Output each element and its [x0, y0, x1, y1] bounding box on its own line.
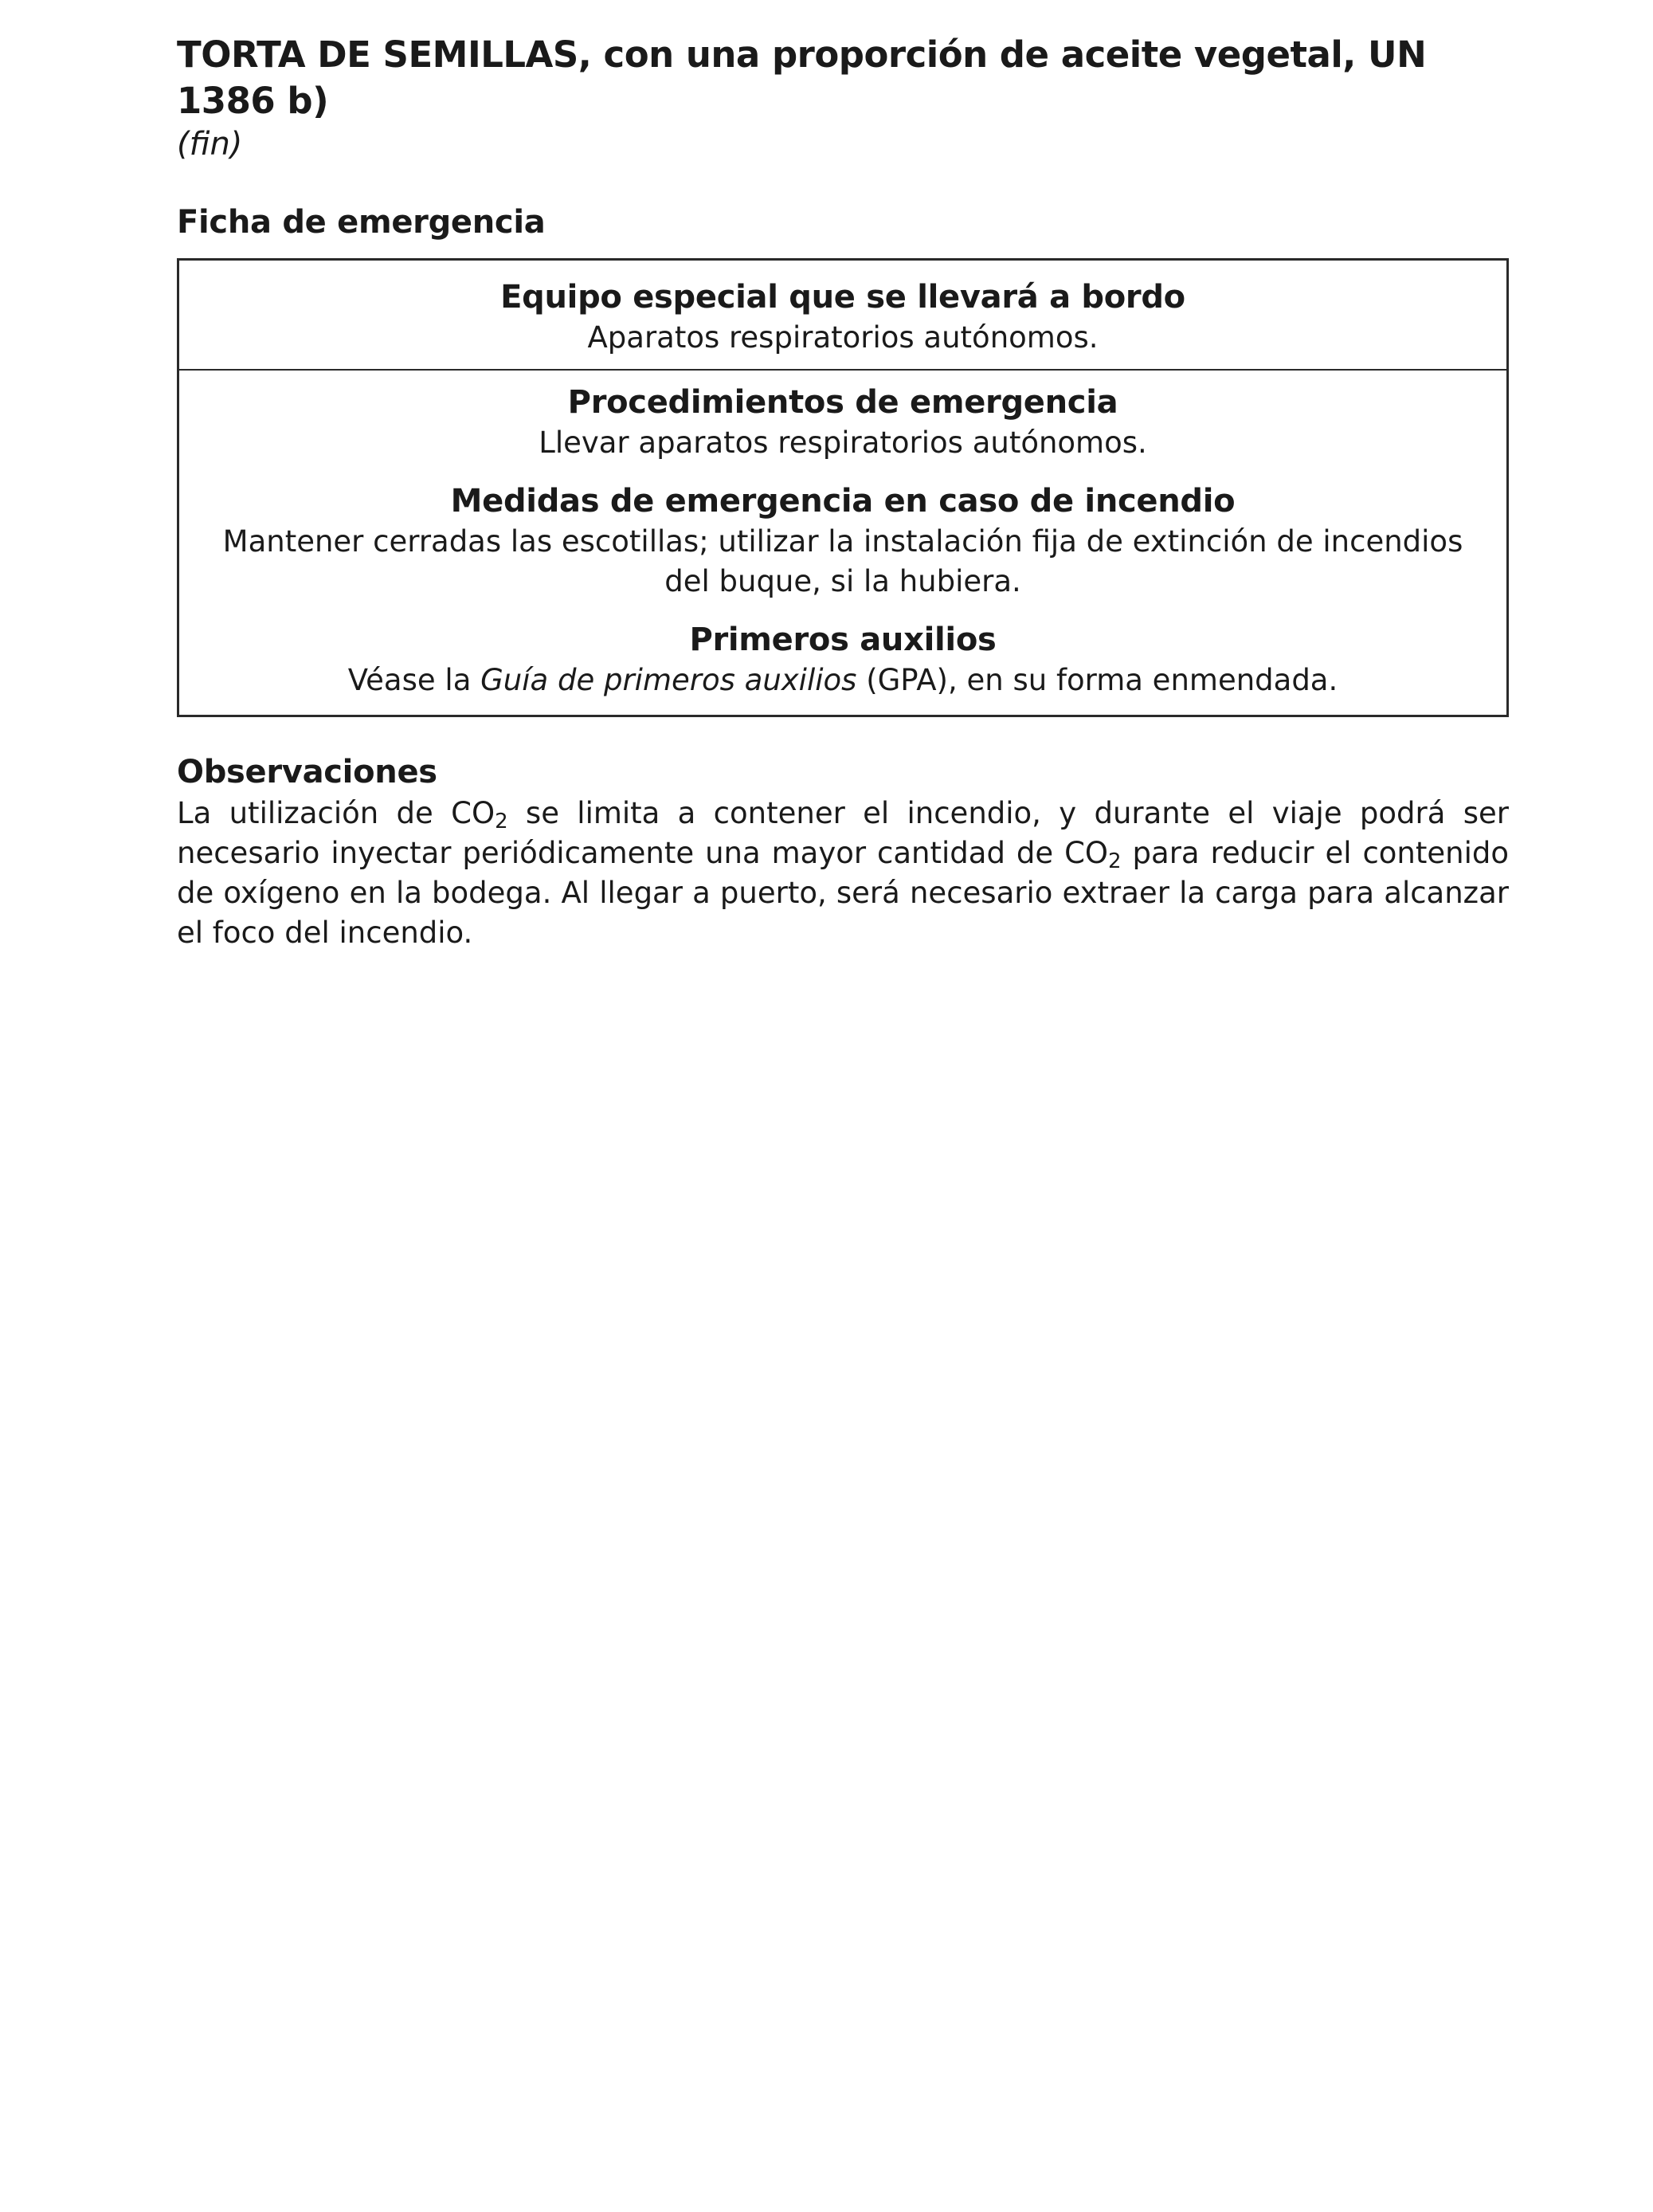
observaciones-text [177, 794, 1509, 953]
emergency-schedule-box [177, 258, 1509, 717]
auxilios-text [179, 661, 1506, 700]
medidas-text-line1: Mantener cerradas las escotillas; utilizar la instalación fija de extinción de incendios [222, 524, 1463, 559]
auxilios-block [179, 619, 1506, 700]
co2-subscript-2: 2 [1108, 849, 1122, 873]
auxilios-heading: Primeros auxilios [689, 622, 997, 658]
ficha-heading: Ficha de emergencia [177, 204, 546, 241]
auxilios-guide-title: Guía de primeros auxilios [480, 663, 857, 697]
medidas-heading: Medidas de emergencia en caso de incendio [450, 483, 1236, 520]
obs-part1: La utilización de CO [177, 796, 496, 830]
procedimientos-block [179, 382, 1506, 463]
equipo-section [179, 261, 1506, 371]
obs-part2: se limita a contener el incendio, y durante el viaje podrá ser necesario inyectar periódicamente una mayor cantidad de CO [177, 796, 1509, 870]
page-subtitle: (fin) [177, 126, 243, 163]
co2-subscript-1: 2 [495, 810, 508, 833]
obs-part3: para reducir el contenido de oxígeno en la bodega. Al llegar a puerto, será necesario extraer la carga para alcanzar el foco del incendio. [177, 836, 1509, 950]
procedimientos-text: Llevar aparatos respiratorios autónomos. [539, 426, 1147, 460]
document-page [177, 32, 1509, 953]
procedures-section [179, 371, 1506, 715]
auxilios-text-after: (GPA), en su forma enmendada. [856, 663, 1338, 697]
page-title: TORTA DE SEMILLAS, con una proporción de aceite vegetal, UN 1386 b) [177, 33, 1427, 122]
procedimientos-heading: Procedimientos de emergencia [567, 384, 1118, 421]
equipo-text: Aparatos respiratorios autónomos. [587, 320, 1099, 355]
observaciones-heading: Observaciones [177, 754, 437, 790]
equipo-heading: Equipo especial que se llevará a bordo [500, 279, 1185, 316]
medidas-text-line2: del buque, si la hubiera. [664, 564, 1021, 598]
auxilios-text-before: Véase la [347, 663, 481, 697]
medidas-block [179, 480, 1506, 602]
